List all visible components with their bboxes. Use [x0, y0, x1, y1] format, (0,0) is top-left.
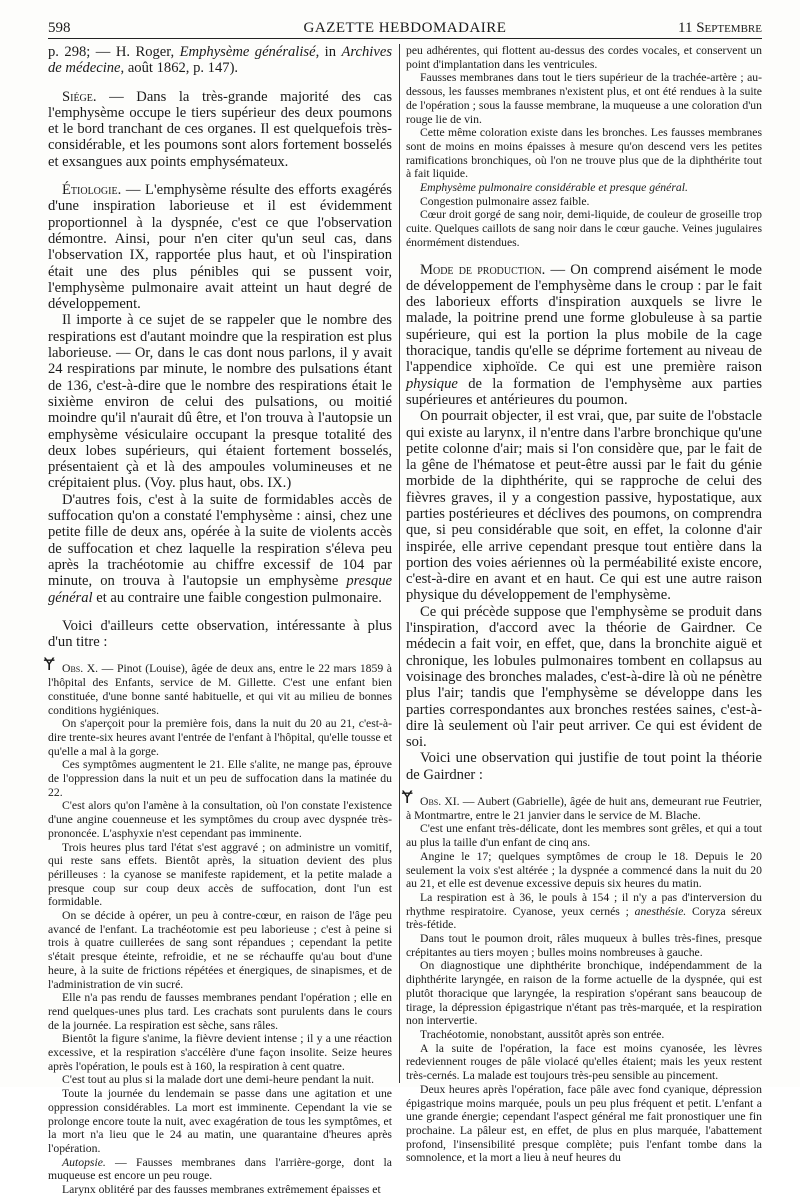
observation-paragraph: On se décide à opérer, un peu à contre-cœur, en raison de l'âge peu avancé de l'enfant. La trachéotomie est peu laborieuse ; c'est à peine si trois à quatre cuillerées de sang sont répandues ; cependant la petite s'était presque éteinte, refroidie, et ne se réchauffe qu'au bout d'une heure, à la suite de frictions répétées et énergiques, de sinapismes, et de l'administration de vin sucré.: [48, 909, 392, 991]
observation-paragraph: Cette même coloration existe dans les bronches. Les fausses membranes sont de moins en moins épaisses à mesure qu'on descend vers les petites ramifications bronchiques, où l'on ne trouve plus que de la diphthérite tout à fait liquide.: [406, 126, 762, 181]
observation-paragraph: Congestion pulmonaire assez faible.: [420, 194, 590, 208]
observation-paragraph: Elle n'a pas rendu de fausses membranes pendant l'opération ; elle en rend quelques-unes plus tard. Les crachats sont purulents dans le cours de la journée. La respiration est sèche, sans râles.: [48, 991, 392, 1032]
continued-reference: p. 298; — H. Roger, Emphysème généralisé, in Archives de médecine, août 1862, p. 147).: [48, 44, 392, 77]
observation-paragraph: Bientôt la figure s'anime, la fièvre devient intense ; il y a une réaction excessive, et la respiration s'accélère d'une façon insolite. Seize heures après l'opération, le pouls est à 160, la respiration à cent quatre.: [48, 1032, 392, 1073]
observation-paragraph: C'est tout au plus si la malade dort une demi-heure pendant la nuit.: [62, 1073, 375, 1087]
observation-paragraph: On s'aperçoit pour la première fois, dans la nuit du 20 au 21, c'est-à-dire trente-six heures avant l'entrée de l'enfant à l'hôpital, qu'elle tousse et qu'elle a mal à la gorge.: [48, 717, 392, 758]
section-mode-de-production: Mode de production. — On comprend aisément le mode de développement de l'emphysème dans le croup : par le fait des laborieux efforts d'inspiration auxquels se livre le malade, la poitrine prend une forme globuleuse à sa partie supérieure, qui est la portion la plus mobile de la cage thoracique, tandis qu'elle se déprime fortement au niveau de l'appendice xiphoïde. Ce qui est une première raison physique de la formation de l'emphysème aux parties supérieures et antérieures du poumon.: [406, 261, 762, 408]
observation-paragraph: Larynx oblitéré par des fausses membranes extrêmement épaisses et: [62, 1183, 381, 1197]
observation-xi-heading: Ɏ Obs. XI. — Aubert (Gabrielle), âgée de huit ans, demeurant rue Feutrier, à Montmartre, entre le 21 janvier dans le service de M. Blache.: [406, 795, 762, 822]
observation-paragraph: Cœur droit gorgé de sang noir, demi-liquide, de couleur de groseille trop cuite. Quelques caillots de sang noir dans le cœur gauche. Veines jugulaires énormément distendues.: [406, 208, 762, 249]
paragraph: On pourrait objecter, il est vrai, que, par suite de l'obstacle qui existe au larynx, il n'entre dans l'arbre bronchique qu'une petite colonne d'air; mais si l'on considère que, par le fait de la gêne de l'hématose et peut-être aussi par le fait du génie morbide de la diphthérite, qui se rapproche de celui des fièvres graves, il y a congestion passive, hypostatique, aux parties postérieures et déclives des poumons, on comprendra que, si peu considérable que soit, en effet, la colonne d'air inspirée, elle arrive cependant presque tout entière dans la portion des voies aériennes où la perméabilité existe encore, c'est-à-dire en avant et en haut. Ce qui est une autre raison physique du développement de l'emphysème.: [406, 408, 762, 604]
right-column: [402, 44, 762, 1165]
page-header: [48, 14, 762, 38]
observation-paragraph: Ces symptômes augmentent le 21. Elle s'alite, ne mange pas, éprouve de l'oppression dans la nuit et un peu de suffocation dans la matinée du 22.: [48, 758, 392, 799]
left-column: [44, 44, 392, 1197]
observation-paragraph: Fausses membranes dans tout le tiers supérieur de la trachée-artère ; au-dessous, les fausses membranes n'existent plus, et ont été rendues à la suite de l'opération ; sous la fausse membrane, la muqueuse a une coloration d'un rouge lie de vin.: [406, 71, 762, 126]
observation-paragraph: La respiration est à 36, le pouls à 154 ; il n'y a pas d'interversion du rhythme respiratoire. Cyanose, yeux cernés ; anesthésie. Coryza séreux très-fétide.: [406, 890, 762, 932]
observation-paragraph: Emphysème pulmonaire considérable et presque général.: [420, 181, 688, 195]
header-date: 11 Septembre: [678, 20, 762, 36]
observation-paragraph: On diagnostique une diphthérite bronchique, indépendamment de la diphthérite laryngée, en raison de la forme actuelle de la dyspnée, qui est plutôt thoracique que laryngée, la respiration s'opérant sans beaucoup de tirage, la dépression épigastrique n'étant pas très-marquée, et la respiration non intervertie.: [406, 959, 762, 1028]
section-heading: Siége.: [62, 88, 97, 105]
observation-paragraph: Trois heures plus tard l'état s'est aggravé ; on administre un vomitif, qui reste sans effets. Bientôt après, la situation devient des plus périlleuses : la cyanose se manifeste rapidement, et la petite malade a presque coup sur coup deux accès de suffocation, dont l'un est formidable.: [48, 840, 392, 909]
section-siege: Siége. — Dans la très-grande majorité des cas l'emphysème occupe le tiers supérieur des deux poumons et le bord tranchant de ces organes. Il est quelquefois très-considérable, et les poumons sont alors fortement bosselés et exsangues aux points emphysémateux.: [48, 88, 392, 170]
observation-paragraph: A la suite de l'opération, la face est moins cyanosée, les lèvres redeviennent rouges de pâle violacé qu'elles étaient; mais les yeux restent très-cernés. La malade est toujours très-peu sensible au pincement.: [406, 1041, 762, 1083]
paragraph: Voici une observation qui justifie de tout point la théorie de Gairdner :: [406, 750, 762, 783]
paragraph: Il importe à ce sujet de se rappeler que le nombre des respirations est d'autant moindre que la respiration est plus laborieuse. — Or, dans le cas dont nous parlons, il y avait 24 respirations par minute, le nombre des pulsations étant de 136, c'est-à-dire que le nombre des respirations était le sixième environ de celui des pulsations, ou moitié moindre qu'il n'aurait dû être, et l'on trouva à l'autopsie un emphysème vésiculaire occupant la presque totalité des deux lobes supérieurs, qui étaient fortement bosselés, présentaient çà et là des ampoules volumineuses et ne crépitaient plus. (Voy. plus haut, obs. IX.): [48, 312, 392, 492]
handwritten-mark: Ɏ: [44, 655, 55, 676]
page-number: 598: [48, 20, 71, 36]
observation-paragraph: peu adhérentes, qui flottent au-dessus des cordes vocales, et conservent un point d'implantation dans les ventricules.: [406, 44, 762, 71]
observation-label: Obs. X.: [62, 662, 99, 676]
section-etiologie: Étiologie. — L'emphysème résulte des efforts exagérés d'une inspiration laborieuse et il est évidemment proportionnel à la dyspnée, c'est ce que l'observation démontre. Ainsi, pour n'en citer qu'un seul cas, dans l'observation IX, rapportée plus haut, et où l'inspiration était une des plus pénibles qui se pussent voir, l'emphysème pulmonaire avait atteint un haut degré de développement.: [48, 182, 392, 313]
observation-paragraph: Toute la journée du lendemain se passe dans une agitation et une oppression considérables. La mort est imminente. Cependant la vie se prolonge encore toute la nuit, avec exagération de tous les symptômes, et la mort n'a lieu que le 24 au matin, une quarantaine d'heures après l'opération.: [48, 1087, 392, 1155]
paragraph: Ce qui précède suppose que l'emphysème se produit dans l'inspiration, d'accord avec la théorie de Gairdner. Ce médecin a fait voir, en effet, que, dans la bronchite aiguë et chronique, les lobules pulmonaires tombent en collapsus au voisinage des bronches malades, c'est-à-dire là où ne pénètre plus l'air; tandis que l'emphysème se développe dans les parties correspondantes aux bronches restées saines, c'est-à-dire là seulement où l'air peut arriver. Ce qui est évident de soi.: [406, 603, 762, 751]
observation-x-heading: Ɏ Obs. X. — Pinot (Louise), âgée de deux ans, entre le 22 mars 1859 à l'hôpital des Enfants, service de M. Gillette. C'est une enfant bien constituée, d'une bonne santé habituelle, et qui vit au milieu de bonnes conditions hygiéniques.: [48, 662, 392, 717]
observation-paragraph: Dans tout le poumon droit, râles muqueux à bulles très-fines, presque crépitantes au tiers moyen ; bulles moins nombreuses à gauche.: [406, 932, 762, 959]
section-heading: Mode de production.: [420, 261, 546, 278]
autopsie-label: Autopsie.: [62, 1155, 106, 1169]
autopsie-paragraph: Autopsie. — Fausses membranes dans l'arrière-gorge, dont la muqueuse est encore un peu rouge.: [48, 1155, 392, 1183]
observation-paragraph: Deux heures après l'opération, face pâle avec fond cyanique, dépression épigastrique moins marquée, pouls un peu plus fréquent et petit. L'enfant a une grande énergie; cependant l'aspect général me fait pronostiquer une fin prochaine. La pâleur est, en effet, de plus en plus marquée, l'abattement profond, l'insensibilité presque complète; puis l'enfant tombe dans la somnolence, et la mort a lieu à neuf heures du: [406, 1082, 762, 1165]
paragraph: D'autres fois, c'est à la suite de formidables accès de suffocation qu'on a constaté l'emphysème : ainsi, chez une petite fille de deux ans, opérée à la suite de violents accès de suffocation et chez laquelle la respiration s'éleva peu après la trachéotomie au chiffre excessif de 104 par minute, on trouva à l'autopsie un emphysème presque général et au contraire une faible congestion pulmonaire.: [48, 491, 392, 606]
header-rule: [48, 38, 762, 39]
section-heading: Étiologie.: [62, 182, 122, 199]
paragraph: Voici d'ailleurs cette observation, intéressante à plus d'un titre :: [48, 617, 392, 651]
observation-paragraph: C'est une enfant très-délicate, dont les membres sont grêles, et qui a tout au plus la taille d'un enfant de cinq ans.: [406, 822, 762, 850]
journal-title: GAZETTE HEBDOMADAIRE: [303, 20, 507, 36]
observation-paragraph: Trachéotomie, nonobstant, aussitôt après son entrée.: [420, 1028, 665, 1041]
handwritten-mark: Ɏ: [402, 788, 413, 809]
observation-label: Obs. XI.: [420, 795, 460, 809]
observation-paragraph: Angine le 17; quelques symptômes de croup le 18. Depuis le 20 seulement la voix s'est altérée ; la dyspnée a commencé dans la nuit du 20 au 21, et elle est devenue excessive depuis six heures du matin.: [406, 849, 762, 891]
column-divider: [399, 44, 400, 1083]
observation-paragraph: C'est alors qu'on l'amène à la consultation, où l'on constate l'existence d'une angine couenneuse et les symptômes du croup avec dyspnée très-prononcée. L'asphyxie n'est cependant pas imminente.: [48, 799, 392, 840]
